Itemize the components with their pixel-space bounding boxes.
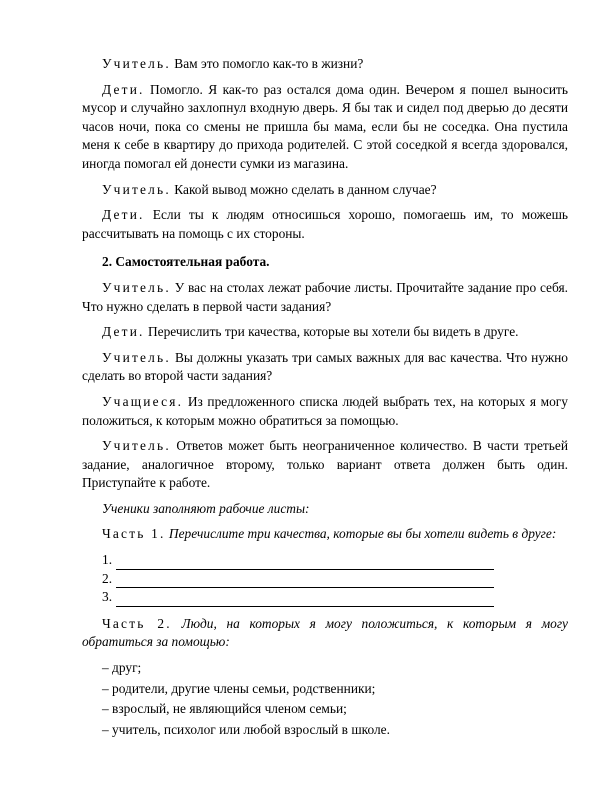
speaker-label: Учитель. — [102, 438, 171, 454]
paragraph-text: У вас на столах лежат рабочие листы. Прочитайте задание про себя. Что нужно сделать в первой части задания? — [82, 279, 568, 314]
paragraph-students-answer — [82, 393, 568, 430]
part-label: Часть 2. — [102, 615, 172, 631]
part2-prompt — [82, 615, 568, 652]
paragraph-teacher-part3 — [82, 437, 568, 493]
part1-prompt — [82, 525, 568, 544]
paragraph-text: Помогло. Я как-то раз остался дома один. Вечером я пошел выносить мусор и случайно захлопнул входную дверь. Я бы так и сидел под дверью до десяти часов ночи, пока со смены не пришла бы мама, если бы не соседка. Она пустила меня к себе в квартиру до прихода родителей. С этой соседкой я всегда здоровался, иногда помогал ей донести сумки из магазина. — [82, 81, 568, 171]
section-heading: 2. Самостоятельная работа. — [102, 254, 270, 270]
paragraph-teacher-instructions — [82, 279, 568, 316]
paragraph-teacher-conclusion-question — [82, 181, 568, 200]
part-label: Часть 1. — [102, 526, 166, 542]
speaker-label: Учитель. — [102, 349, 171, 365]
list-item: – родители, другие члены семьи, родственники; — [102, 680, 376, 696]
answer-number: 3. — [102, 589, 113, 605]
paragraph-text: Какой вывод можно сделать в данном случае? — [174, 181, 437, 197]
paragraph-teacher-part2-question — [82, 349, 568, 386]
answer-blank[interactable] — [116, 574, 494, 588]
paragraph-children-story — [82, 81, 568, 174]
list-item: – друг; — [102, 660, 142, 676]
paragraph-text: Если ты к людям относишься хорошо, помогаешь им, то можешь рассчитывать на помощь с их стороны. — [82, 207, 568, 241]
paragraph-text: Вам это помогло как-то в жизни? — [174, 56, 364, 71]
answer-blank[interactable] — [116, 556, 494, 570]
answer-line-1[interactable] — [102, 551, 568, 570]
paragraph-children-conclusion — [82, 206, 568, 243]
document-page — [82, 55, 568, 741]
speaker-label: Учитель. — [102, 56, 171, 71]
answer-number: 2. — [102, 570, 113, 586]
paragraph-text: Вы должны указать три самых важных для вас качества. Что нужно сделать во второй части задания? — [82, 349, 568, 384]
speaker-label: Дети. — [102, 324, 145, 340]
paragraph-text: Из предложенного списка людей выбрать тех, на которых я могу положиться, к которым можно обратиться за помощью. — [82, 393, 568, 428]
speaker-label: Дети. — [102, 81, 145, 97]
speaker-label: Учитель. — [102, 181, 171, 197]
answer-line-3[interactable] — [102, 588, 568, 607]
speaker-label: Дети. — [102, 207, 145, 223]
speaker-label: Учащиеся. — [102, 393, 184, 409]
paragraph-text: Перечислить три качества, которые вы хотели бы видеть в друге. — [147, 324, 519, 340]
answer-blank[interactable] — [116, 593, 494, 607]
answer-number: 1. — [102, 552, 113, 568]
list-item: – взрослый, не являющийся членом семьи; — [102, 701, 347, 717]
answer-line-2[interactable] — [102, 570, 568, 589]
speaker-label: Учитель. — [102, 279, 171, 295]
paragraph-children-answer — [82, 323, 568, 342]
paragraph-teacher-question — [82, 55, 568, 74]
list-item: – учитель, психолог или любой взрослый в школе. — [102, 721, 390, 737]
paragraph-text: Ответов может быть неограниченное количество. В части третьей задание, аналогичное второму, только вариант ответа должен быть один. Приступайте к работе. — [82, 438, 568, 491]
stage-note: Ученики заполняют рабочие листы: — [102, 500, 310, 516]
part-prompt-text: Люди, на которых я могу положиться, к которым я могу обратиться за помощью: — [82, 615, 568, 650]
part-prompt-text: Перечислите три качества, которые вы бы хотели видеть в друге: — [168, 526, 557, 542]
